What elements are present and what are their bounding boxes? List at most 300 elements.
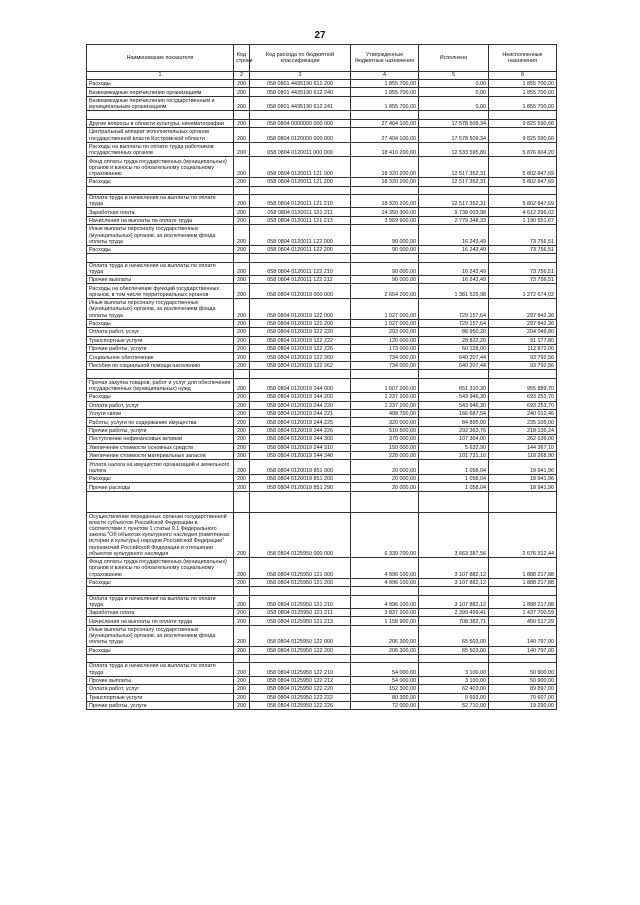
cell-name: Поступление нефинансовых активов xyxy=(87,435,234,443)
cell-done xyxy=(419,254,489,262)
cell-plan: 1 237 200,00 xyxy=(351,393,419,401)
cell-name: Иные выплаты персоналу государственных (муниципальных) органов, за исключением фонда оплаты труда xyxy=(87,299,234,320)
cell-name: Транспортные услуги xyxy=(87,693,234,701)
table-row xyxy=(87,401,557,409)
cell-kbk: 058 0804 0120011 000 000 xyxy=(250,142,351,157)
cell-name: Иные выплаты персоналу государственных (муниципальных) органов, за исключением фонда оплаты труда xyxy=(87,225,234,246)
cell-plan: 1 855 700,00 xyxy=(351,80,419,88)
cell-code: 200 xyxy=(234,284,250,299)
cell-done: 3 107 882,12 xyxy=(419,595,489,608)
cell-name: Прочие выплаты xyxy=(87,276,234,284)
cell-kbk: 058 0804 0125950 122 222 xyxy=(250,693,351,701)
cell-plan: 408 700,00 xyxy=(351,409,419,417)
cell-name: Оплата работ, услуг xyxy=(87,401,234,409)
cell-plan: 90 000,00 xyxy=(351,262,419,275)
cell-code: 200 xyxy=(234,558,250,579)
table-row xyxy=(87,435,557,443)
cell-done: 166 687,54 xyxy=(419,409,489,417)
cell-done: 16 243,49 xyxy=(419,245,489,253)
table-row xyxy=(87,685,557,693)
cell-code: 200 xyxy=(234,157,250,178)
cell-rest: 50 900,00 xyxy=(489,676,557,684)
cell-name: Центральный аппарат исполнительных органов государственной власти Костромской области xyxy=(87,128,234,143)
cell-code: 200 xyxy=(234,225,250,246)
cell-kbk: 058 0804 0125950 122 220 xyxy=(250,685,351,693)
index-cell: 4 xyxy=(351,72,419,80)
table-row xyxy=(87,216,557,224)
cell-code: 200 xyxy=(234,276,250,284)
cell-rest: 1 272 674,02 xyxy=(489,284,557,299)
cell-done xyxy=(419,111,489,119)
header-rest: Неисполненные назначения xyxy=(489,45,557,72)
cell-name: Прочие расходы xyxy=(87,483,234,491)
cell-plan: 4 996 100,00 xyxy=(351,595,419,608)
cell-done xyxy=(419,491,489,512)
table-row xyxy=(87,595,557,608)
cell-plan xyxy=(351,186,419,194)
cell-kbk: 058 0804 0120019 244 226 xyxy=(250,426,351,434)
cell-name: Расходы xyxy=(87,393,234,401)
cell-kbk: 058 0804 0120019 244 000 xyxy=(250,378,351,393)
cell-rest: 5 802 847,69 xyxy=(489,194,557,207)
cell-done xyxy=(419,587,489,595)
cell-done: 17 578 509,34 xyxy=(419,128,489,143)
table-row xyxy=(87,512,557,558)
cell-kbk: 058 0804 0120011 122 210 xyxy=(250,262,351,275)
cell-done: 729 157,64 xyxy=(419,299,489,320)
cell-rest: 955 889,70 xyxy=(489,378,557,393)
cell-code: 200 xyxy=(234,685,250,693)
cell-plan: 320 000,00 xyxy=(351,418,419,426)
cell-name xyxy=(87,587,234,595)
cell-plan xyxy=(351,491,419,512)
cell-code: 200 xyxy=(234,336,250,344)
table-row xyxy=(87,646,557,654)
table-body xyxy=(87,80,557,710)
cell-done: 107 364,00 xyxy=(419,435,489,443)
cell-done: 0,00 xyxy=(419,96,489,111)
cell-rest: 1 855 700,00 xyxy=(489,80,557,88)
cell-rest: 5 802 847,69 xyxy=(489,178,557,186)
cell-rest xyxy=(489,111,557,119)
cell-kbk: 058 0804 0125950 121 200 xyxy=(250,578,351,586)
cell-kbk xyxy=(250,491,351,512)
cell-plan: 80 300,00 xyxy=(351,693,419,701)
header-code: Код строки xyxy=(234,45,250,72)
cell-rest: 297 842,36 xyxy=(489,319,557,327)
cell-done: 16 243,49 xyxy=(419,225,489,246)
cell-plan: 3 969 900,00 xyxy=(351,216,419,224)
cell-rest: 1 855 700,00 xyxy=(489,88,557,96)
cell-plan: 1 027 000,00 xyxy=(351,319,419,327)
cell-code xyxy=(234,655,250,663)
cell-rest: 19 290,00 xyxy=(489,702,557,710)
cell-done: 651 310,30 xyxy=(419,378,489,393)
cell-name: Работы, услуги по содержанию имущества xyxy=(87,418,234,426)
cell-code: 200 xyxy=(234,328,250,336)
cell-kbk: 058 0804 0120019 122 226 xyxy=(250,345,351,353)
cell-plan: 18 410 200,00 xyxy=(351,142,419,157)
cell-code: 200 xyxy=(234,88,250,96)
table-row xyxy=(87,663,557,676)
cell-done: 729 157,64 xyxy=(419,319,489,327)
cell-done: 0,00 xyxy=(419,80,489,88)
cell-kbk: 058 0804 0120011 121 213 xyxy=(250,216,351,224)
cell-code: 200 xyxy=(234,393,250,401)
cell-kbk: 058 0804 0120019 122 222 xyxy=(250,336,351,344)
cell-rest: 5 802 847,69 xyxy=(489,157,557,178)
cell-name xyxy=(87,254,234,262)
cell-done: 84 895,00 xyxy=(419,418,489,426)
cell-rest: 218 136,24 xyxy=(489,426,557,434)
table-row xyxy=(87,119,557,127)
table-row xyxy=(87,96,557,111)
cell-rest xyxy=(489,370,557,378)
cell-rest: 9 825 590,66 xyxy=(489,128,557,143)
cell-rest: 9 825 590,66 xyxy=(489,119,557,127)
cell-done: 52 710,00 xyxy=(419,702,489,710)
cell-plan xyxy=(351,587,419,595)
cell-kbk: 058 0804 0120019 122 262 xyxy=(250,361,351,369)
cell-done: 9 738 003,98 xyxy=(419,208,489,216)
cell-done: 12 517 352,31 xyxy=(419,157,489,178)
cell-rest: 140 797,00 xyxy=(489,646,557,654)
cell-kbk: 058 0804 0120019 851 200 xyxy=(250,474,351,482)
cell-done: 0,00 xyxy=(419,88,489,96)
table-row xyxy=(87,80,557,88)
cell-code: 200 xyxy=(234,646,250,654)
cell-done: 12 517 352,31 xyxy=(419,178,489,186)
cell-rest: 450 517,29 xyxy=(489,617,557,625)
table-row xyxy=(87,111,557,119)
cell-name: Расходы xyxy=(87,319,234,327)
cell-done xyxy=(419,370,489,378)
cell-name: Транспортные услуги xyxy=(87,336,234,344)
cell-plan: 220 000,00 xyxy=(351,451,419,459)
cell-name: Оплата работ, услуг xyxy=(87,685,234,693)
table-row xyxy=(87,284,557,299)
cell-plan: 3 837 200,00 xyxy=(351,609,419,617)
cell-done xyxy=(419,655,489,663)
cell-plan: 20 000,00 xyxy=(351,474,419,482)
cell-plan: 734 000,00 xyxy=(351,361,419,369)
cell-rest: 140 797,00 xyxy=(489,625,557,646)
cell-code: 200 xyxy=(234,483,250,491)
cell-kbk: 058 0804 0120019 122 260 xyxy=(250,353,351,361)
cell-done: 708 382,71 xyxy=(419,617,489,625)
cell-name: Прочие работы, услуги xyxy=(87,426,234,434)
cell-plan: 20 000,00 xyxy=(351,483,419,491)
table-row xyxy=(87,378,557,393)
cell-name: Безвозмездные перечисления государственным и муниципальным организациям xyxy=(87,96,234,111)
column-index-row xyxy=(87,72,557,80)
cell-done: 292 363,76 xyxy=(419,426,489,434)
cell-done: 1 058,04 xyxy=(419,474,489,482)
cell-code: 200 xyxy=(234,361,250,369)
cell-rest: 693 253,70 xyxy=(489,393,557,401)
cell-name: Заработная плата xyxy=(87,208,234,216)
cell-rest: 73 756,51 xyxy=(489,262,557,275)
table-row xyxy=(87,157,557,178)
cell-code: 200 xyxy=(234,451,250,459)
cell-rest: 91 177,80 xyxy=(489,336,557,344)
cell-code: 200 xyxy=(234,426,250,434)
table-row xyxy=(87,609,557,617)
cell-code: 200 xyxy=(234,142,250,157)
cell-kbk: 058 0801 4435190 612 241 xyxy=(250,96,351,111)
cell-name: Оплата труда и начисления на выплаты по оплате труда xyxy=(87,595,234,608)
table-row xyxy=(87,558,557,579)
cell-name: Расходы xyxy=(87,578,234,586)
cell-kbk: 058 0804 0000000 000 000 xyxy=(250,119,351,127)
index-cell: 5 xyxy=(419,72,489,80)
cell-done: 2 399 499,41 xyxy=(419,609,489,617)
cell-name xyxy=(87,186,234,194)
cell-kbk: 058 0804 0120019 244 340 xyxy=(250,451,351,459)
cell-plan xyxy=(351,254,419,262)
cell-kbk: 058 0804 0125950 121 211 xyxy=(250,609,351,617)
cell-kbk: 058 0804 0120011 121 000 xyxy=(250,157,351,178)
table-row xyxy=(87,245,557,253)
cell-code: 200 xyxy=(234,676,250,684)
cell-done: 28 822,20 xyxy=(419,336,489,344)
cell-rest: 5 876 604,20 xyxy=(489,142,557,157)
cell-kbk: 058 0804 0120011 121 211 xyxy=(250,208,351,216)
cell-code: 200 xyxy=(234,319,250,327)
table-row xyxy=(87,208,557,216)
cell-kbk: 058 0804 0120011 121 210 xyxy=(250,194,351,207)
cell-kbk: 058 0804 0120019 000 000 xyxy=(250,284,351,299)
cell-name xyxy=(87,655,234,663)
cell-code: 200 xyxy=(234,595,250,608)
cell-plan: 27 404 100,00 xyxy=(351,128,419,143)
table-row xyxy=(87,426,557,434)
cell-kbk: 058 0804 0120011 121 200 xyxy=(250,178,351,186)
page-number: 27 xyxy=(314,30,326,41)
cell-rest: 73 756,51 xyxy=(489,245,557,253)
table-row xyxy=(87,336,557,344)
cell-done: 3 100,00 xyxy=(419,676,489,684)
cell-plan: 27 404 100,00 xyxy=(351,119,419,127)
cell-kbk: 058 0804 0125950 121 213 xyxy=(250,617,351,625)
cell-rest: 93 792,56 xyxy=(489,361,557,369)
cell-code: 200 xyxy=(234,435,250,443)
cell-name: Фонд оплаты труда государственных (муниципальных) органов и взносы по обязательному социальному страхованию xyxy=(87,558,234,579)
cell-name: Социальное обеспечение xyxy=(87,353,234,361)
cell-rest: 297 842,36 xyxy=(489,299,557,320)
cell-name xyxy=(87,491,234,512)
table-row xyxy=(87,702,557,710)
cell-rest: 93 792,56 xyxy=(489,353,557,361)
cell-rest: 1 888 217,88 xyxy=(489,558,557,579)
cell-kbk: 058 0804 0125950 122 226 xyxy=(250,702,351,710)
cell-code: 200 xyxy=(234,443,250,451)
cell-done: 640 207,44 xyxy=(419,361,489,369)
cell-plan: 18 320 200,00 xyxy=(351,178,419,186)
cell-rest: 73 756,51 xyxy=(489,225,557,246)
cell-name: Оплата труда и начисления на выплаты по оплате труда xyxy=(87,663,234,676)
cell-name xyxy=(87,111,234,119)
table-row xyxy=(87,142,557,157)
cell-plan: 1 237 200,00 xyxy=(351,401,419,409)
cell-done: 3 107 882,12 xyxy=(419,578,489,586)
cell-plan: 734 000,00 xyxy=(351,353,419,361)
cell-code: 200 xyxy=(234,512,250,558)
cell-done: 543 946,30 xyxy=(419,401,489,409)
cell-code: 200 xyxy=(234,119,250,127)
cell-name: Расходы на обеспечение функций государственных органов, в том числе территориальных органов xyxy=(87,284,234,299)
cell-done: 543 946,30 xyxy=(419,393,489,401)
cell-done: 5 632,90 xyxy=(419,443,489,451)
cell-code xyxy=(234,111,250,119)
cell-kbk: 058 0801 4435190 612 200 xyxy=(250,80,351,88)
cell-kbk: 058 0804 0125950 122 210 xyxy=(250,663,351,676)
table-row xyxy=(87,194,557,207)
cell-kbk: 058 0804 0125950 122 200 xyxy=(250,646,351,654)
table-row xyxy=(87,451,557,459)
table-row xyxy=(87,676,557,684)
cell-kbk: 058 0804 0120011 122 200 xyxy=(250,245,351,253)
cell-code: 200 xyxy=(234,378,250,393)
cell-plan: 4 996 100,00 xyxy=(351,578,419,586)
cell-code: 200 xyxy=(234,96,250,111)
cell-kbk: 058 0804 0125950 121 210 xyxy=(250,595,351,608)
cell-rest: 235 105,00 xyxy=(489,418,557,426)
cell-name: Оплата работ, услуг xyxy=(87,328,234,336)
cell-rest: 1 190 551,67 xyxy=(489,216,557,224)
table-row xyxy=(87,328,557,336)
cell-name: Пособия по социальной помощи населению xyxy=(87,361,234,369)
cell-kbk: 058 0804 0120019 244 200 xyxy=(250,393,351,401)
cell-kbk: 058 0804 0120011 122 212 xyxy=(250,276,351,284)
cell-done: 640 207,44 xyxy=(419,353,489,361)
table-row xyxy=(87,276,557,284)
cell-rest: 112 872,00 xyxy=(489,345,557,353)
cell-code: 200 xyxy=(234,418,250,426)
table-row xyxy=(87,491,557,512)
cell-name xyxy=(87,370,234,378)
cell-name: Заработная плата xyxy=(87,609,234,617)
cell-kbk: 058 0804 0120000 000 000 xyxy=(250,128,351,143)
cell-code: 200 xyxy=(234,80,250,88)
cell-kbk: 058 0804 0120019 851 000 xyxy=(250,460,351,475)
cell-kbk: 058 0804 0125950 122 000 xyxy=(250,625,351,646)
cell-plan: 1 855 700,00 xyxy=(351,88,419,96)
table-row xyxy=(87,587,557,595)
cell-done: 3 100,00 xyxy=(419,663,489,676)
cell-code: 200 xyxy=(234,625,250,646)
cell-rest: 240 012,46 xyxy=(489,409,557,417)
index-cell: 2 xyxy=(234,72,250,80)
cell-plan: 1 027 000,00 xyxy=(351,299,419,320)
cell-done: 9 693,00 xyxy=(419,693,489,701)
cell-name: Прочие выплаты xyxy=(87,676,234,684)
cell-rest: 18 941,96 xyxy=(489,474,557,482)
cell-name: Осуществление переданных органам государственной власти субъектов Российской Федерации в соответствии с пунктом 1 статьи 9.1 Федерального закона "Об объектах культурного наследия (памятниках истории и культуры) народов Российской Федерации" полномочий Российской Федерации в отношении объектов культурного наследия xyxy=(87,512,234,558)
table-row xyxy=(87,418,557,426)
header-row xyxy=(87,45,557,72)
cell-done: 3 663 387,56 xyxy=(419,512,489,558)
cell-code xyxy=(234,254,250,262)
cell-rest: 50 900,00 xyxy=(489,663,557,676)
cell-plan: 1 607 200,00 xyxy=(351,378,419,393)
table-row xyxy=(87,88,557,96)
cell-plan: 2 654 200,00 xyxy=(351,284,419,299)
cell-kbk: 058 0804 0120019 122 200 xyxy=(250,319,351,327)
cell-done: 16 243,49 xyxy=(419,276,489,284)
cell-done: 3 107 882,12 xyxy=(419,558,489,579)
cell-code xyxy=(234,491,250,512)
cell-plan: 6 339 700,00 xyxy=(351,512,419,558)
table-row xyxy=(87,178,557,186)
cell-plan: 1 855 700,00 xyxy=(351,96,419,111)
cell-code: 200 xyxy=(234,578,250,586)
cell-kbk: 058 0804 0120019 122 000 xyxy=(250,299,351,320)
cell-name: Безвозмездные перечисления организациям xyxy=(87,88,234,96)
cell-plan: 4 996 100,00 xyxy=(351,558,419,579)
table-row xyxy=(87,345,557,353)
cell-name: Другие вопросы в области культуры, кинематографии xyxy=(87,119,234,127)
table-row xyxy=(87,128,557,143)
cell-code: 200 xyxy=(234,128,250,143)
cell-plan: 173 000,00 xyxy=(351,345,419,353)
cell-name: Расходы xyxy=(87,646,234,654)
header-kbk: Код расхода по бюджетной классификации xyxy=(250,45,351,72)
cell-rest: 1 437 700,59 xyxy=(489,609,557,617)
cell-kbk xyxy=(250,254,351,262)
cell-plan: 18 320 200,00 xyxy=(351,157,419,178)
cell-done: 12 517 352,31 xyxy=(419,194,489,207)
cell-code: 200 xyxy=(234,617,250,625)
index-cell: 1 xyxy=(87,72,234,80)
cell-code: 200 xyxy=(234,353,250,361)
cell-code: 200 xyxy=(234,460,250,475)
table-row xyxy=(87,361,557,369)
budget-execution-table xyxy=(86,44,557,710)
cell-done: 16 243,49 xyxy=(419,262,489,275)
cell-name: Начисления на выплаты по оплате труда xyxy=(87,216,234,224)
cell-name: Фонд оплаты труда государственных (муниципальных) органов и взносы по обязательному социальному страхованию xyxy=(87,157,234,178)
cell-kbk: 058 0804 0125950 121 000 xyxy=(250,558,351,579)
cell-rest: 1 888 217,88 xyxy=(489,578,557,586)
cell-plan: 150 000,00 xyxy=(351,443,419,451)
cell-rest: 73 756,51 xyxy=(489,276,557,284)
cell-kbk: 058 0804 0120019 244 300 xyxy=(250,435,351,443)
cell-plan: 90 000,00 xyxy=(351,276,419,284)
cell-rest: 18 941,96 xyxy=(489,483,557,491)
cell-name: Расходы на выплаты по оплате труда работников государственных органов xyxy=(87,142,234,157)
table-row xyxy=(87,578,557,586)
cell-name: Расходы xyxy=(87,178,234,186)
cell-plan: 370 000,00 xyxy=(351,435,419,443)
table-row xyxy=(87,299,557,320)
cell-rest: 204 049,80 xyxy=(489,328,557,336)
cell-plan: 54 000,00 xyxy=(351,663,419,676)
index-cell: 3 xyxy=(250,72,351,80)
cell-done: 65 503,00 xyxy=(419,625,489,646)
cell-kbk: 058 0804 0120011 122 000 xyxy=(250,225,351,246)
cell-rest xyxy=(489,655,557,663)
cell-kbk: 058 0804 0120019 244 225 xyxy=(250,418,351,426)
table-row xyxy=(87,393,557,401)
cell-code: 200 xyxy=(234,216,250,224)
cell-name: Начисления на выплаты по оплате труда xyxy=(87,617,234,625)
cell-name: Расходы xyxy=(87,474,234,482)
cell-name: Услуги связи xyxy=(87,409,234,417)
cell-kbk xyxy=(250,370,351,378)
cell-rest xyxy=(489,587,557,595)
table-row xyxy=(87,225,557,246)
